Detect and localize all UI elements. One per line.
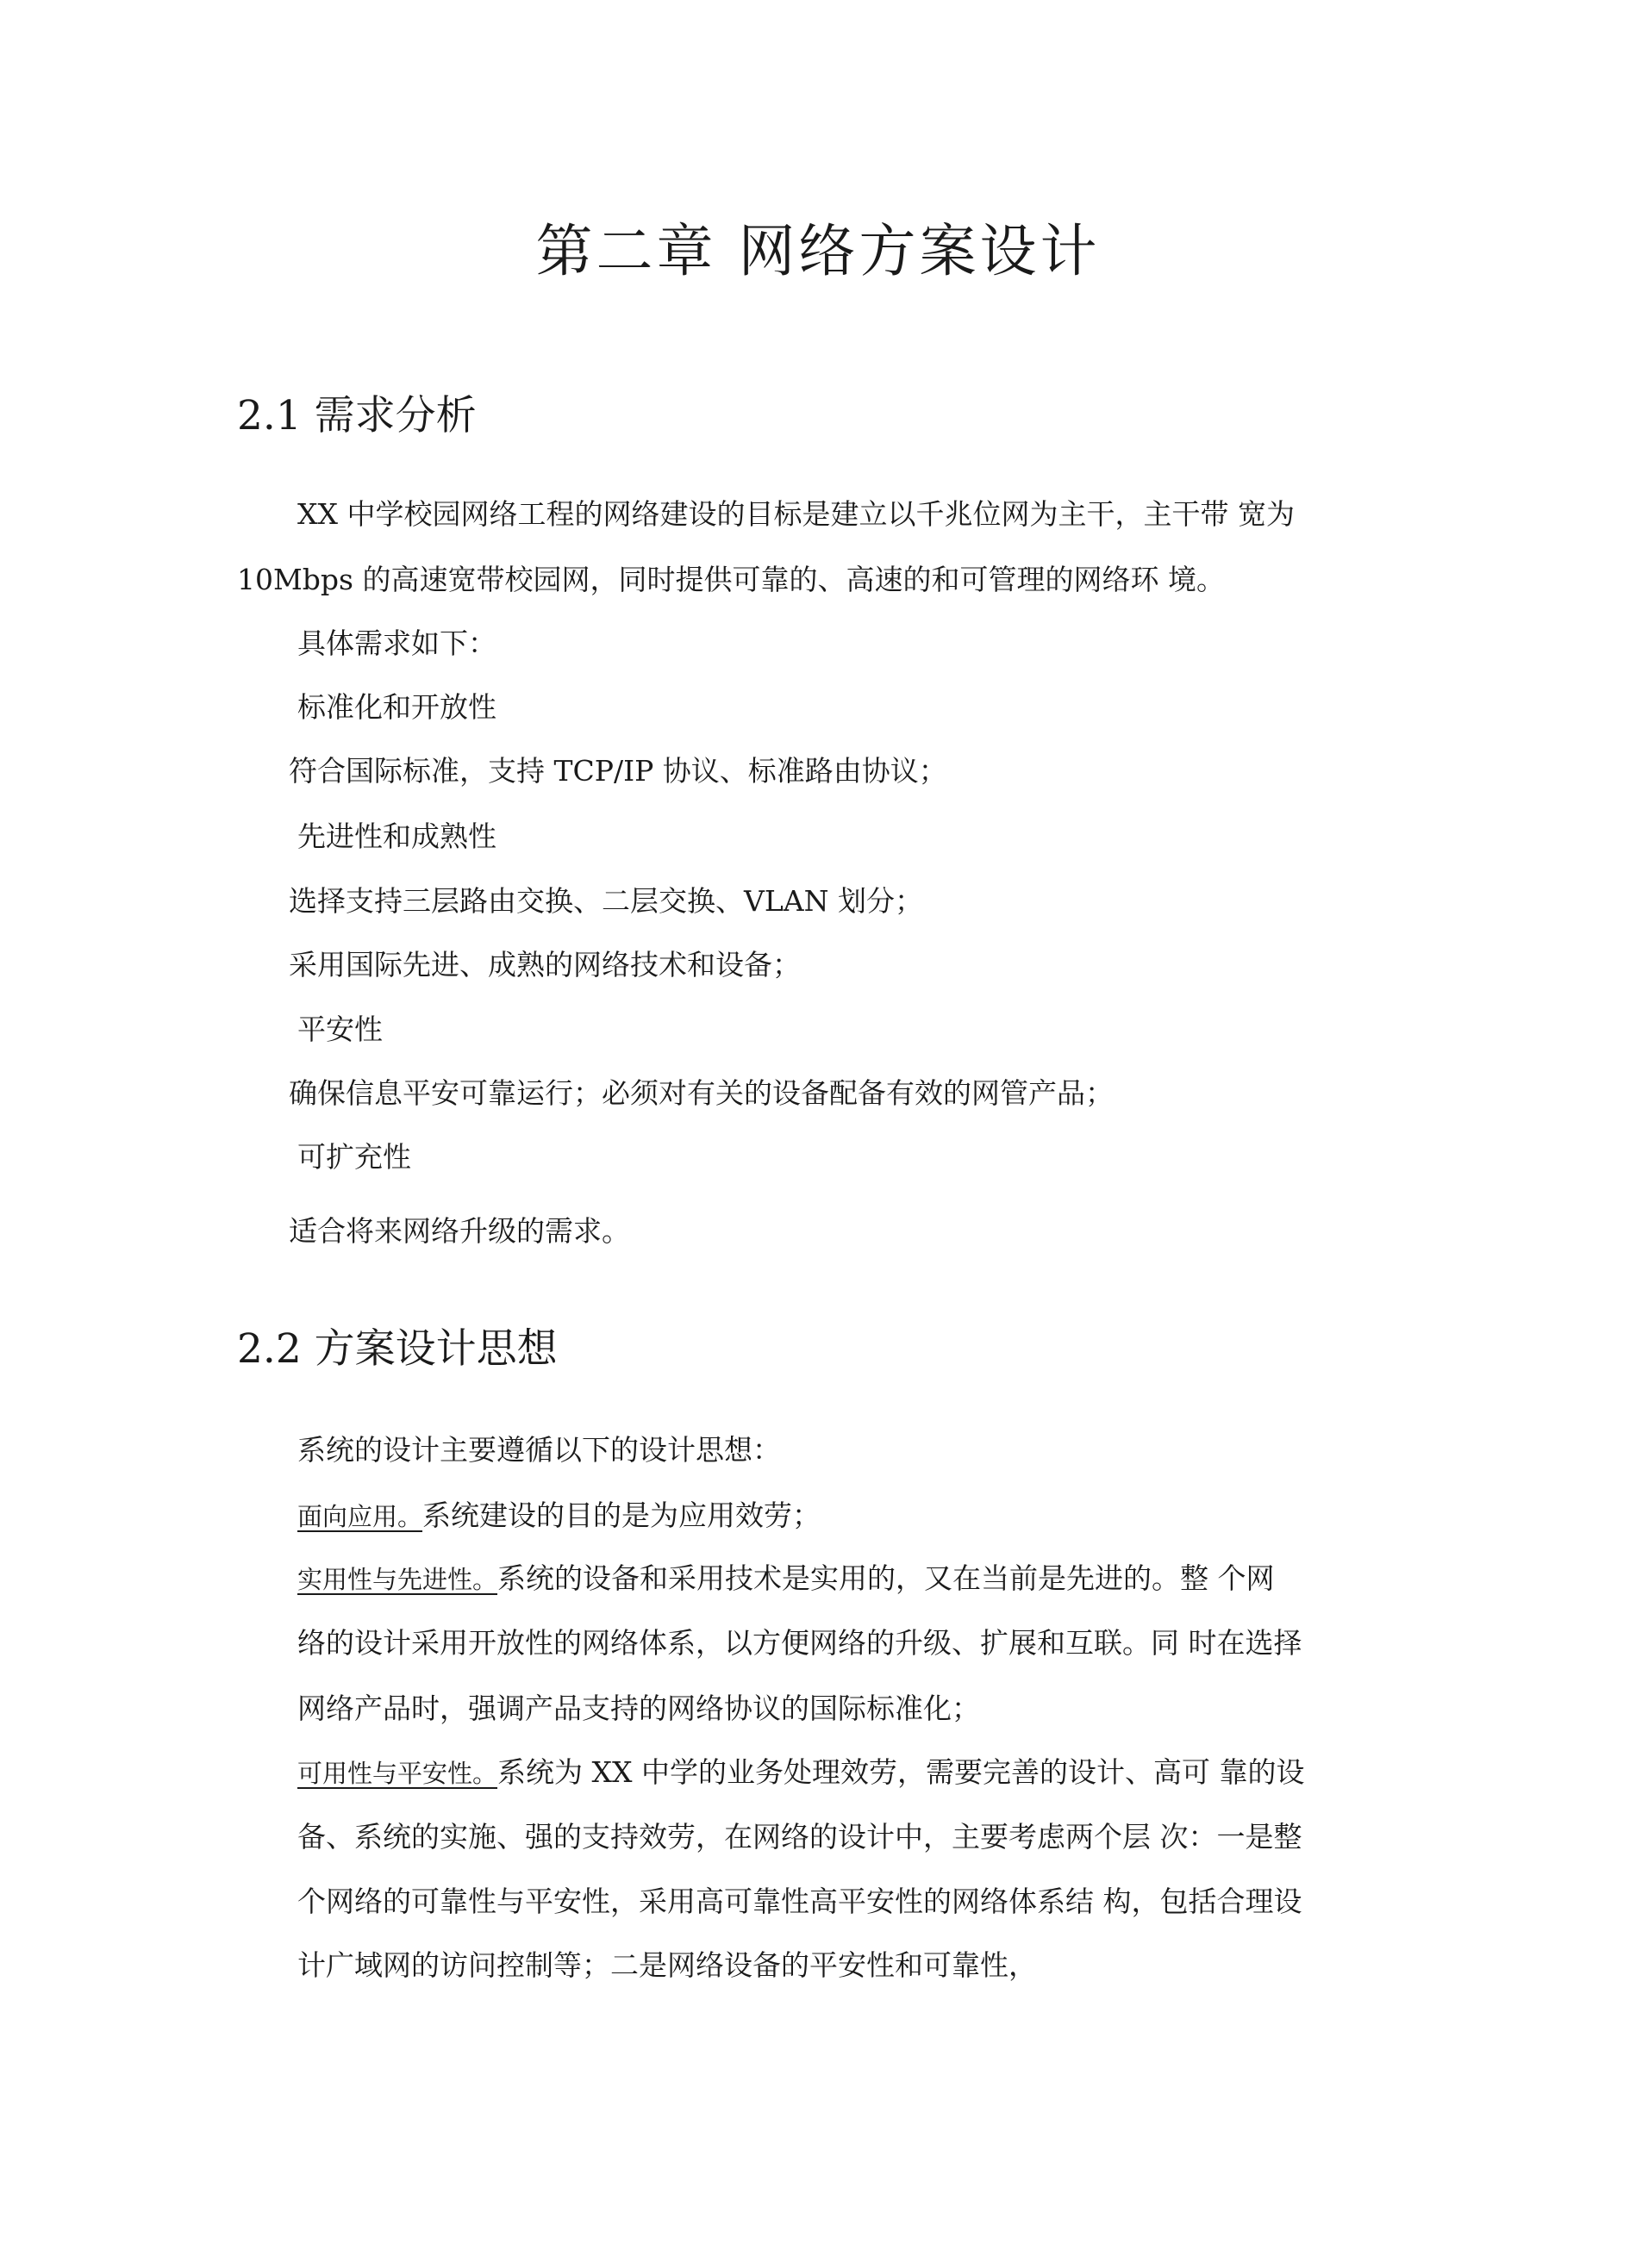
requirement-text: 采用国际先进、成熟的网络技术和设备； (289, 948, 801, 981)
section-heading-2-2: 2.2 方案设计思想 (237, 1325, 558, 1373)
design-point-application (297, 1498, 821, 1532)
section-heading-2-1: 2.1 需求分析 (237, 392, 477, 439)
design-point-text: 系统的设备和采用技术是实用的，又在当前是先进的。整 个网 (497, 1561, 1275, 1595)
design-point-practical (297, 1561, 1275, 1595)
design-point-label: 可用性与平安性。 (297, 1759, 498, 1788)
paragraph-line: 备、系统的实施、强的支持效劳，在网络的设计中，主要考虑两个层 次：一是整 (297, 1820, 1302, 1854)
requirement-text: 适合将来网络升级的需求。 (289, 1214, 630, 1248)
design-point-text: 系统为 XX 中学的业务处理效劳，需要完善的设计、高可 靠的设 (497, 1755, 1305, 1789)
requirements-intro: 具体需求如下： (297, 626, 496, 660)
design-point-label: 实用性与先进性。 (297, 1565, 498, 1594)
paragraph-line: 络的设计采用开放性的网络体系，以方便网络的升级、扩展和互联。同 时在选择 (297, 1626, 1302, 1660)
paragraph-line: 计广域网的访问控制等；二是网络设备的平安性和可靠性， (297, 1948, 1037, 1982)
requirement-heading: 平安性 (297, 1012, 383, 1046)
requirement-heading: 先进性和成熟性 (297, 819, 496, 853)
design-point-availability (297, 1755, 1305, 1789)
paragraph-line: 个网络的可靠性与平安性，采用高可靠性高平安性的网络体系结 构，包括合理设 (297, 1885, 1302, 1918)
requirement-text: 选择支持三层路由交换、二层交换、VLAN 划分； (289, 884, 923, 918)
requirement-heading: 标准化和开放性 (297, 690, 496, 724)
design-point-text: 系统建设的目的是为应用效劳； (422, 1498, 821, 1532)
design-point-label: 面向应用。 (297, 1502, 423, 1531)
requirement-text: 符合国际标准，支持 TCP/IP 协议、标准路由协议； (289, 754, 947, 788)
paragraph-line: 10Mbps 的高速宽带校园网，同时提供可靠的、高速的和可管理的网络环 境。 (237, 563, 1225, 596)
requirement-heading: 可扩充性 (297, 1140, 411, 1174)
paragraph-line: XX 中学校园网络工程的网络建设的目标是建立以千兆位网为主干，主干带 宽为 (297, 497, 1295, 531)
requirement-text: 确保信息平安可靠运行；必须对有关的设备配备有效的网管产品； (289, 1076, 1114, 1110)
design-intro: 系统的设计主要遵循以下的设计思想： (297, 1433, 781, 1467)
chapter-title: 第二章 网络方案设计 (535, 218, 1101, 284)
paragraph-line: 网络产品时，强调产品支持的网络协议的国际标准化； (297, 1692, 980, 1725)
